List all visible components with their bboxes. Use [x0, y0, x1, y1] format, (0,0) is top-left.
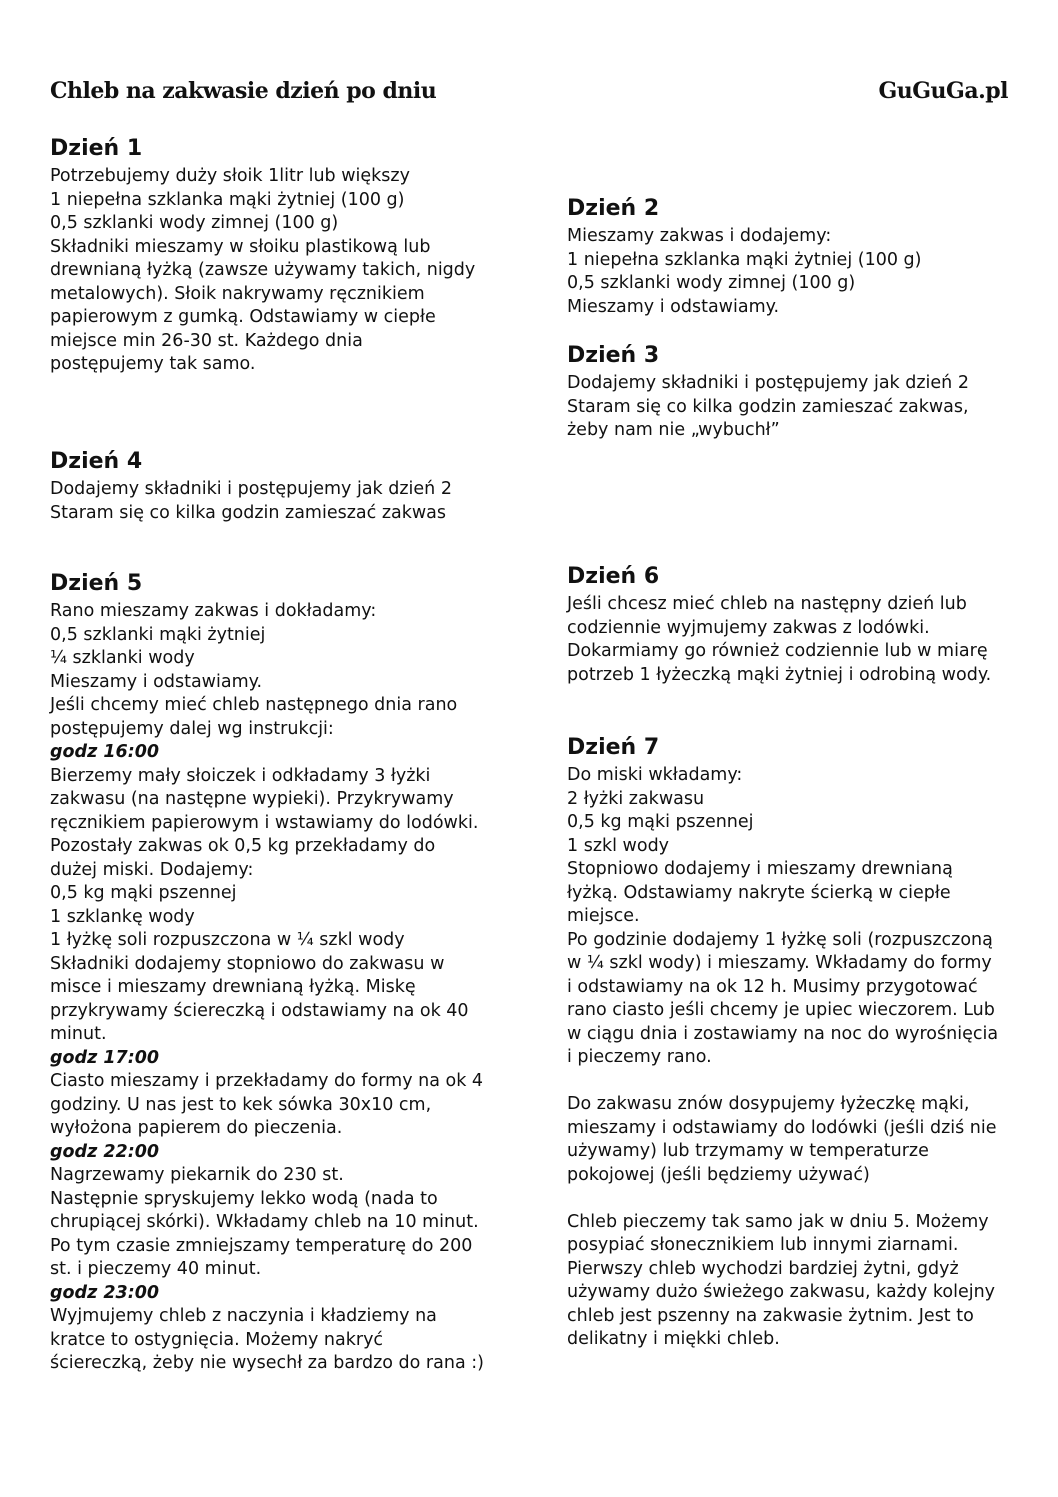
section-day-6: [567, 563, 991, 687]
text-line: Jeśli chcemy mieć chleb następnego dnia rano: [50, 695, 458, 715]
text-line: Po godzinie dodajemy 1 łyżkę soli (rozpuszczoną: [567, 929, 993, 950]
section-body: [567, 593, 991, 687]
section-body: [50, 600, 484, 1376]
section-day-3: [567, 342, 969, 443]
text-line: minut.: [50, 1024, 107, 1044]
text-line: Dokarmiamy go również codziennie lub w miarę: [567, 641, 988, 661]
text-line: Staram się co kilka godzin zamieszać zakwas: [50, 502, 447, 523]
text-line: miejsce.: [567, 906, 640, 926]
section-heading: Dzień 1: [50, 136, 143, 161]
section-heading: Dzień 4: [50, 449, 143, 474]
text-line: drewnianą łyżką (zawsze używamy takich, nigdy: [50, 260, 476, 280]
page-title: Chleb na zakwasie dzień po dniu: [50, 78, 437, 104]
text-line: Ciasto mieszamy i przekładamy do formy na ok 4: [50, 1071, 484, 1091]
time-label: godz 23:00: [50, 1282, 160, 1303]
text-line: 0,5 kg mąki pszennej: [567, 812, 754, 832]
brand-logo-text: GuGuGa.pl: [878, 78, 1008, 104]
text-line: Bierzemy mały słoiczek i odkładamy 3 łyżki: [50, 765, 431, 786]
text-line: 0,5 szklanki wody zimnej (100 g): [50, 213, 339, 233]
section-body: [567, 372, 969, 443]
section-day-2: [567, 195, 921, 319]
text-line: Pierwszy chleb wychodzi bardziej żytni, gdyż: [567, 1258, 959, 1279]
text-line: miejsce min 26-30 st. Każdego dnia: [50, 330, 363, 351]
text-line: używamy) lub trzymamy w temperaturze: [567, 1141, 929, 1161]
text-line: papierowym z gumką. Odstawiamy w ciepłe: [50, 307, 436, 327]
section-heading: Dzień 3: [567, 343, 660, 368]
text-line: w ¼ szkl wody) i mieszamy. Wkładamy do formy: [567, 953, 992, 973]
text-line: kratce to ostygnięcia. Możemy nakryć: [50, 1329, 384, 1350]
time-label: godz 16:00: [50, 742, 160, 762]
section-body: [567, 225, 921, 319]
text-line: Mieszamy i odstawiamy.: [50, 671, 263, 692]
section-day-1: [50, 135, 475, 377]
text-line: chrupiącej skórki). Wkładamy chleb na 10 minut.: [50, 1212, 479, 1232]
text-line: delikatny i miękki chleb.: [567, 1329, 780, 1349]
text-line: Składniki dodajemy stopniowo do zakwasu w: [50, 953, 445, 974]
text-line: Dodajemy składniki i postępujemy jak dzień 2: [50, 479, 452, 499]
text-line: dużej miski. Dodajemy:: [50, 859, 254, 880]
text-line: Mieszamy i odstawiamy.: [567, 296, 780, 317]
section-day-4: [50, 448, 452, 525]
text-line: godziny. U nas jest to kek sówka 30x10 cm,: [50, 1094, 432, 1115]
text-line: 1 niepełna szklanka mąki żytniej (100 g): [567, 249, 922, 270]
text-line: ¼ szklanki wody: [50, 648, 195, 668]
text-line: 1 szkl wody: [567, 835, 670, 856]
text-line: łyżką. Odstawiamy nakryte ścierką w ciepłe: [567, 882, 951, 903]
text-line: w ciągu dnia i zostawiamy na noc do wyrośnięcia: [567, 1023, 999, 1044]
text-line: Rano mieszamy zakwas i dokładamy:: [50, 601, 377, 621]
text-line: 2 łyżki zakwasu: [567, 788, 705, 809]
text-line: Potrzebujemy duży słoik 1litr lub większy: [50, 166, 410, 186]
text-line: Składniki mieszamy w słoiku plastikową lub: [50, 236, 431, 257]
text-line: Dodajemy składniki i postępujemy jak dzień 2: [567, 373, 969, 393]
paragraph-gap: [567, 1070, 998, 1094]
section-day-5: [50, 570, 484, 1376]
section-heading: Dzień 2: [567, 196, 660, 221]
text-line: ściereczką, żeby nie wysechł za bardzo do rana :): [50, 1353, 484, 1373]
text-line: Do miski wkładamy:: [567, 765, 743, 785]
text-line: posypiać słonecznikiem lub innymi ziarnami.: [567, 1235, 959, 1255]
text-line: postępujemy tak samo.: [50, 354, 256, 374]
text-line: i odstawiamy na ok 12 h. Musimy przygotować: [567, 976, 978, 997]
text-line: Jeśli chcesz mieć chleb na następny dzień lub: [567, 594, 967, 614]
text-line: st. i pieczemy 40 minut.: [50, 1259, 262, 1279]
text-line: wyłożona papierem do pieczenia.: [50, 1118, 343, 1138]
text-line: metalowych). Słoik nakrywamy ręcznikiem: [50, 283, 425, 304]
text-line: 1 niepełna szklanka mąki żytniej (100 g): [50, 189, 405, 210]
text-line: 0,5 szklanki mąki żytniej: [50, 624, 266, 645]
text-line: rano ciasto jeśli chcemy je upiec wieczorem. Lub: [567, 1000, 995, 1020]
text-line: ręcznikiem papierowym i wstawiamy do lodówki.: [50, 812, 479, 833]
time-label: godz 17:00: [50, 1047, 160, 1068]
text-line: misce i mieszamy drewnianą łyżką. Miskę: [50, 977, 416, 997]
text-line: postępujemy dalej wg instrukcji:: [50, 718, 334, 739]
text-line: Wyjmujemy chleb z naczynia i kładziemy na: [50, 1306, 437, 1326]
text-line: Stopniowo dodajemy i mieszamy drewnianą: [567, 859, 953, 879]
text-line: Po tym czasie zmniejszamy temperaturę do 200: [50, 1235, 473, 1256]
section-day-7: [567, 734, 998, 1352]
text-line: codziennie wyjmujemy zakwas z lodówki.: [567, 617, 930, 638]
text-line: używamy dużo świeżego zakwasu, każdy kolejny: [567, 1282, 996, 1302]
text-line: zakwasu (na następne wypieki). Przykrywamy: [50, 789, 454, 809]
section-heading: Dzień 5: [50, 571, 143, 596]
text-line: Nagrzewamy piekarnik do 230 st.: [50, 1165, 344, 1185]
text-line: żeby nam nie „wybuchł”: [567, 420, 780, 440]
time-label: godz 22:00: [50, 1141, 160, 1162]
text-line: Pozostały zakwas ok 0,5 kg przekładamy do: [50, 836, 436, 856]
text-line: mieszamy i odstawiamy do lodówki (jeśli dziś nie: [567, 1117, 997, 1138]
text-line: potrzeb 1 łyżeczką mąki żytniej i odrobiną wody.: [567, 664, 992, 685]
text-line: Staram się co kilka godzin zamieszać zakwas,: [567, 396, 969, 417]
text-line: 0,5 kg mąki pszennej: [50, 883, 237, 903]
text-line: Chleb pieczemy tak samo jak w dniu 5. Możemy: [567, 1211, 989, 1232]
text-line: przykrywamy ściereczką i odstawiamy na ok 40: [50, 1000, 469, 1021]
text-line: chleb jest pszenny na zakwasie żytnim. Jest to: [567, 1305, 974, 1326]
text-line: Mieszamy zakwas i dodajemy:: [567, 226, 832, 246]
paragraph-gap: [567, 1187, 998, 1211]
section-body: [50, 478, 452, 525]
text-line: Następnie spryskujemy lekko wodą (nada to: [50, 1188, 438, 1209]
text-line: pokojowej (jeśli będziemy używać): [567, 1164, 870, 1185]
text-line: 1 łyżkę soli rozpuszczona w ¼ szkl wody: [50, 930, 405, 950]
text-line: 1 szklankę wody: [50, 906, 195, 927]
section-body: [567, 764, 998, 1352]
text-line: Do zakwasu znów dosypujemy łyżeczkę mąki,: [567, 1094, 970, 1114]
text-line: i pieczemy rano.: [567, 1047, 712, 1067]
section-heading: Dzień 6: [567, 564, 660, 589]
text-line: 0,5 szklanki wody zimnej (100 g): [567, 273, 856, 293]
section-heading: Dzień 7: [567, 735, 660, 760]
section-body: [50, 165, 475, 377]
